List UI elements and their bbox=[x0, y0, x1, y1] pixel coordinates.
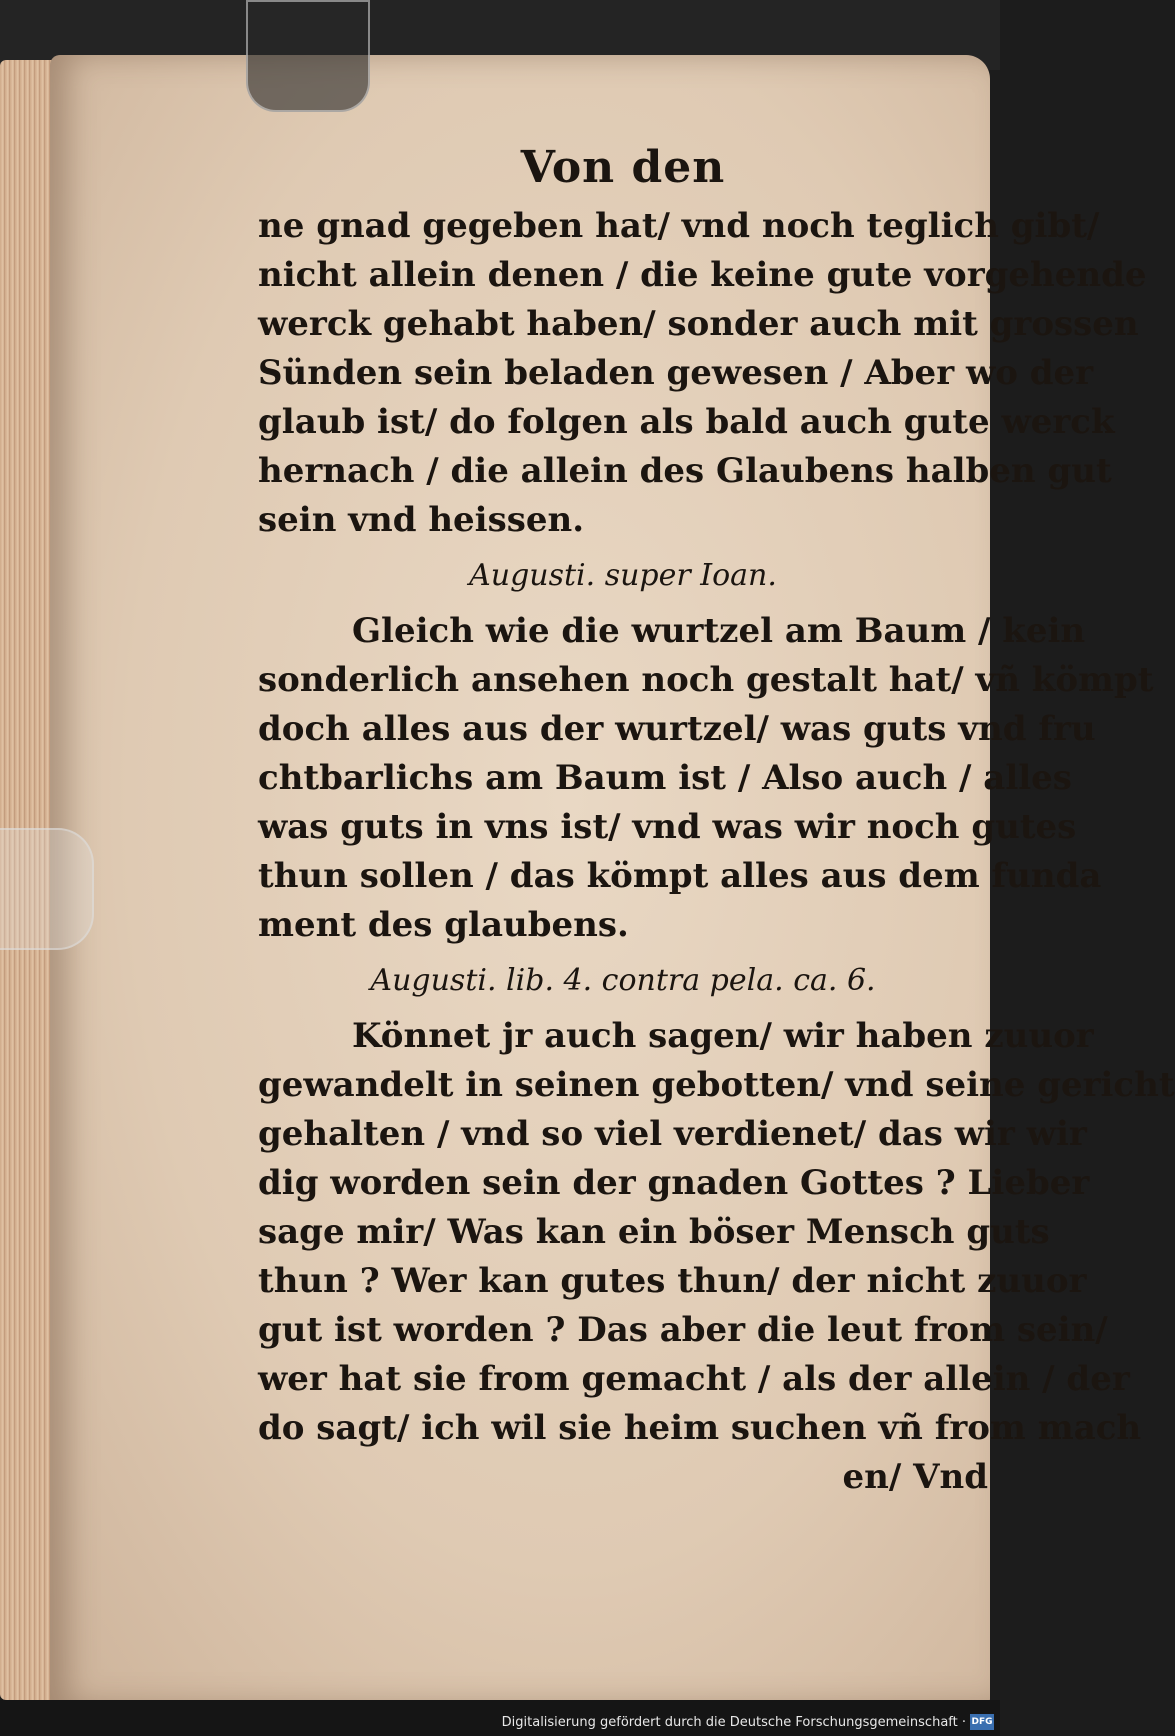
text-line: do sagt/ ich wil sie heim suchen vñ from mach bbox=[258, 1408, 1142, 1448]
text-line: glaub ist/ do folgen als bald auch gute werck bbox=[258, 402, 1115, 442]
paragraph-2 bbox=[258, 545, 1154, 950]
text-line: werck gehabt haben/ sonder auch mit grossen bbox=[258, 304, 1139, 344]
text-line: Könnet jr auch sagen/ wir haben zuuor bbox=[352, 1016, 1094, 1056]
text-line: sein vnd heissen. bbox=[258, 500, 585, 540]
text-line: sonderlich ansehen noch gestalt hat/ vñ kömpt bbox=[258, 660, 1154, 700]
catchword: en/ Vnd bbox=[842, 1457, 988, 1497]
citation-heading: Augusti. super Ioan. bbox=[469, 558, 777, 593]
text-line: gewandelt in seinen gebotten/ vnd seine gericht bbox=[258, 1065, 1175, 1105]
text-line: thun ? Wer kan gutes thun/ der nicht zuuor bbox=[258, 1261, 1087, 1301]
text-line: dig worden sein der gnaden Gottes ? Lieber bbox=[258, 1163, 1090, 1203]
text-line: hernach / die allein des Glaubens halben gut bbox=[258, 451, 1112, 491]
text-line: chtbarlichs am Baum ist / Also auch / alles bbox=[258, 758, 1072, 798]
paragraph-3 bbox=[258, 950, 1175, 1453]
text-line: sage mir/ Was kan ein böser Mensch guts bbox=[258, 1212, 1050, 1252]
text-line: wer hat sie from gemacht / als der allein / der bbox=[258, 1359, 1130, 1399]
text-line: doch alles aus der wurtzel/ was guts vnd fru bbox=[258, 709, 1096, 749]
text-line: gehalten / vnd so viel verdienet/ das wir wir bbox=[258, 1114, 1087, 1154]
text-line: nicht allein denen / die keine gute vorgehende bbox=[258, 255, 1147, 295]
text-line: Gleich wie die wurtzel am Baum / kein bbox=[352, 611, 1086, 651]
paragraph-1 bbox=[258, 202, 1147, 545]
text-line: ment des glaubens. bbox=[258, 905, 629, 945]
page-clip-left bbox=[0, 828, 94, 950]
text-line: was guts in vns ist/ vnd was wir noch gutes bbox=[258, 807, 1077, 847]
dfg-logo: DFG bbox=[970, 1714, 994, 1730]
running-head: Von den bbox=[520, 142, 726, 193]
digitization-credit: Digitalisierung gefördert durch die Deutsche Forschungsgemeinschaft · bbox=[501, 1715, 966, 1730]
text-line: Sünden sein beladen gewesen / Aber wo der bbox=[258, 353, 1094, 393]
text-line: gut ist worden ? Das aber die leut from sein/ bbox=[258, 1310, 1108, 1350]
text-line: ne gnad gegeben hat/ vnd noch teglich gibt/ bbox=[258, 206, 1100, 246]
citation-heading: Augusti. lib. 4. contra pela. ca. 6. bbox=[370, 963, 876, 998]
page-text bbox=[258, 140, 1175, 1502]
page-clip-top bbox=[246, 0, 370, 112]
text-line: thun sollen / das kömpt alles aus dem funda bbox=[258, 856, 1102, 896]
